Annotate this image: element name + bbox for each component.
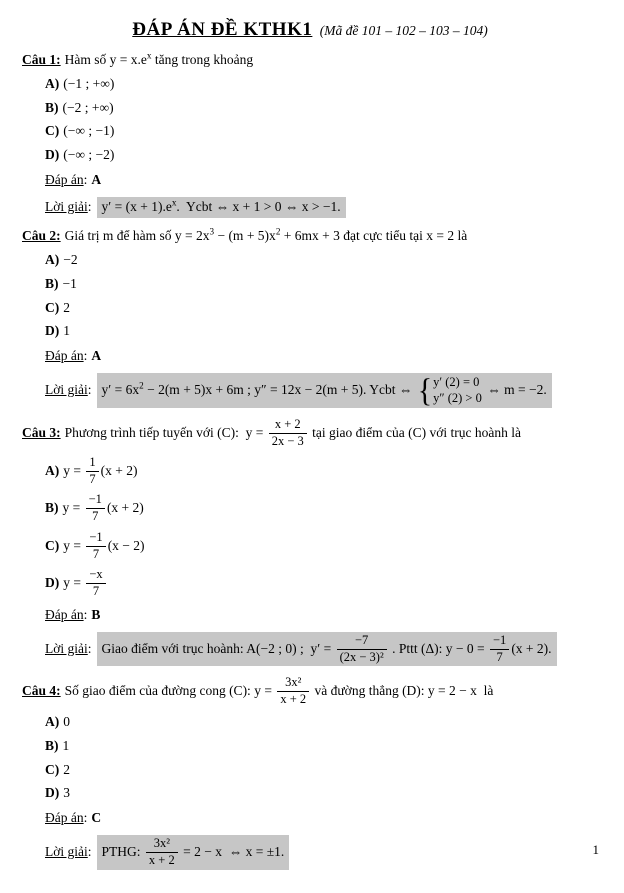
- option-key: A): [45, 251, 60, 267]
- fraction-numerator: x + 2: [269, 418, 307, 434]
- colon: :: [83, 348, 88, 364]
- superscript: x: [171, 197, 177, 208]
- text-segment: + 6mx + 3 đạt cực tiểu tại x = 2 là: [280, 227, 468, 243]
- option-key: A): [45, 713, 60, 729]
- fraction: [269, 418, 307, 449]
- question-1-text: [65, 52, 253, 67]
- option-key: A): [45, 75, 60, 91]
- question-3: [22, 418, 598, 666]
- solution-label: Lời giải:: [45, 640, 92, 656]
- question-4-label: Câu 4:: [22, 683, 61, 699]
- solution-text: . Pttt (Δ): y − 0 =: [388, 640, 488, 656]
- colon: :: [87, 382, 92, 398]
- option-key: D): [45, 785, 60, 801]
- question-4-option-d: [45, 785, 598, 802]
- option-value: (−1 ; +∞): [63, 75, 115, 91]
- left-brace: {: [417, 372, 433, 409]
- answer-label: Đáp án: [45, 810, 84, 826]
- option-key: C): [45, 761, 60, 777]
- solution-content: [97, 373, 552, 408]
- question-1-solution-line: [45, 197, 598, 218]
- option-key: C): [45, 537, 60, 553]
- fraction-numerator: −1: [86, 531, 105, 547]
- fraction-numerator: −1: [490, 634, 509, 650]
- option-value: (−2 ; +∞): [62, 99, 114, 115]
- option-value: (x + 2): [100, 462, 138, 478]
- page-number: 1: [592, 842, 599, 857]
- option-value: y =: [63, 462, 85, 478]
- solution-text: $y' = (x + 1).e^x$. Ycbt ⇔ x + 1 > 0 ⇔ x > −1.: [101, 197, 341, 214]
- document-header: [22, 18, 598, 42]
- solution-label: Lời giải:: [45, 382, 92, 398]
- fraction-denominator: (2x − 3)²: [339, 649, 384, 664]
- question-2-header: [22, 228, 598, 245]
- option-value: y =: [63, 575, 85, 591]
- option-value: y =: [62, 500, 84, 516]
- question-3-text: tại giao điểm của (C) với trục hoành là: [308, 425, 521, 441]
- solution-label: Lời giải:: [45, 199, 92, 214]
- question-1-option-c: [45, 123, 598, 140]
- fraction-denominator: 7: [92, 584, 100, 599]
- fraction: [277, 676, 309, 707]
- colon: :: [87, 640, 92, 656]
- solution-text: Giao điểm với trục hoành: A(−2 ; 0) ; y′ =: [101, 640, 335, 656]
- text-segment: Hàm số y = x.e: [64, 51, 147, 67]
- question-4-text: Số giao điểm của đường cong (C): y =: [64, 683, 276, 699]
- colon: :: [87, 843, 92, 859]
- answer-label: Đáp án: [45, 606, 84, 622]
- question-1-body: [22, 76, 598, 218]
- fraction-denominator: x + 2: [148, 852, 175, 867]
- question-4-header: [22, 676, 598, 707]
- option-value: 1: [63, 323, 70, 339]
- question-2-option-d: [45, 323, 598, 340]
- question-4-option-a: [45, 714, 598, 731]
- question-3-option-d: [45, 568, 598, 599]
- question-3-option-c: [45, 531, 598, 562]
- question-2-label: Câu 2:: [22, 227, 61, 243]
- fraction: [86, 531, 105, 562]
- question-4: [22, 676, 598, 869]
- fraction-denominator: x + 2: [280, 692, 307, 706]
- question-1-option-a: [45, 76, 598, 93]
- solution-text: = 2 − x ⇔ x = ±1.: [179, 843, 285, 859]
- system-rows: [433, 375, 482, 406]
- fraction: [86, 568, 105, 599]
- option-key: C): [45, 123, 60, 139]
- option-value: y =: [63, 537, 85, 553]
- answer-value: C: [91, 810, 102, 826]
- question-1-option-b: [45, 100, 598, 117]
- question-2-option-a: [45, 252, 598, 269]
- option-value: 1: [62, 737, 70, 753]
- colon: :: [87, 199, 92, 214]
- question-4-answer-line: [45, 810, 598, 827]
- fraction-denominator: 7: [92, 509, 99, 524]
- solution-content: [97, 197, 346, 218]
- solution-text: ⇔ m = −2.: [483, 382, 547, 398]
- fraction-numerator: −1: [86, 493, 105, 509]
- question-1-answer-line: [45, 172, 598, 189]
- question-2-answer-line: [45, 348, 598, 365]
- superscript: x: [146, 50, 152, 61]
- option-value: (−∞ ; −2): [63, 147, 115, 163]
- question-3-text: Phương trình tiếp tuyến với (C): y =: [64, 425, 267, 441]
- doc-title: ĐÁP ÁN ĐỀ KTHK1: [132, 19, 313, 40]
- option-key: B): [45, 737, 59, 753]
- superscript: 3: [209, 226, 215, 237]
- option-key: D): [45, 147, 60, 163]
- question-4-body: [22, 714, 598, 870]
- option-key: D): [45, 575, 60, 591]
- solution-label: Lời giải:: [45, 843, 92, 859]
- text-segment: Giá trị m để hàm số y = 2x: [64, 227, 210, 243]
- question-3-label: Câu 3:: [22, 425, 61, 441]
- option-value: (x + 2): [106, 500, 144, 516]
- question-2: [22, 228, 598, 409]
- option-key: B): [45, 500, 59, 516]
- superscript: 2: [275, 226, 281, 237]
- question-1-header: [22, 52, 598, 69]
- question-2-text: [65, 228, 468, 243]
- question-2-solution-line: [45, 373, 598, 408]
- colon: :: [83, 606, 88, 622]
- text-segment: tăng trong khoảng: [151, 51, 254, 67]
- system-row-bottom: y″ (2) > 0: [433, 390, 482, 405]
- option-key: D): [45, 323, 60, 339]
- option-value: −2: [63, 251, 78, 267]
- answer-value: A: [91, 172, 102, 188]
- question-2-option-b: [45, 276, 598, 293]
- equation-system: [417, 372, 482, 409]
- answer-value: A: [91, 348, 102, 364]
- option-value: 3: [63, 785, 70, 801]
- solution-text: $y' = 6x^2 - 2(m + 5)x + 6m$ ; y″ = 12x − 2(m + 5). Ycbt ⇔: [101, 380, 416, 398]
- question-1-option-d: [45, 147, 598, 164]
- question-4-option-c: [45, 762, 598, 779]
- fraction-numerator: 3x²: [277, 676, 309, 692]
- question-4-option-b: [45, 738, 598, 755]
- question-3-answer-line: [45, 607, 598, 624]
- fraction-denominator: 7: [496, 649, 503, 664]
- fraction: [337, 634, 387, 665]
- option-value: −1: [62, 275, 77, 291]
- system-row-top: y′ (2) = 0: [433, 375, 480, 390]
- question-1-label: Câu 1:: [22, 51, 61, 67]
- option-value: 2: [63, 761, 70, 777]
- solution-text: PTHG:: [101, 843, 144, 859]
- fraction-numerator: −7: [337, 634, 387, 650]
- question-3-option-b: [45, 493, 598, 524]
- superscript: 2: [139, 380, 144, 391]
- option-value: (−∞ ; −1): [63, 123, 115, 139]
- fraction-denominator: 7: [92, 546, 100, 561]
- option-value: 2: [63, 299, 70, 315]
- fraction: [86, 456, 98, 487]
- option-key: C): [45, 299, 60, 315]
- question-3-option-a: [45, 456, 598, 487]
- fraction-numerator: 3x²: [146, 837, 178, 853]
- option-key: B): [45, 275, 59, 291]
- fraction-denominator: 7: [89, 471, 96, 486]
- solution-text: (x + 2).: [511, 640, 552, 656]
- option-key: B): [45, 99, 59, 115]
- fraction: [490, 634, 509, 665]
- solution-content: [97, 835, 290, 870]
- answer-label: Đáp án: [45, 172, 84, 188]
- answer-value: B: [91, 606, 101, 622]
- question-3-body: [22, 456, 598, 666]
- fraction: [86, 493, 105, 524]
- fraction-numerator: −x: [86, 568, 105, 584]
- solution-content: [97, 632, 557, 667]
- colon: :: [83, 172, 88, 188]
- question-3-header: [22, 418, 598, 449]
- doc-subtitle: (Mã đề 101 – 102 – 103 – 104): [319, 23, 488, 38]
- question-4-solution-line: [45, 835, 598, 870]
- question-2-option-c: [45, 300, 598, 317]
- text-segment: − (m + 5)x: [214, 227, 276, 243]
- answer-label: Đáp án: [45, 348, 84, 364]
- option-value: (x − 2): [107, 537, 145, 553]
- colon: :: [83, 810, 88, 826]
- fraction: [146, 837, 178, 868]
- question-2-body: [22, 252, 598, 409]
- option-value: 0: [63, 713, 70, 729]
- question-3-solution-line: [45, 632, 598, 667]
- fraction-numerator: 1: [86, 456, 98, 472]
- fraction-denominator: 2x − 3: [271, 434, 304, 449]
- question-1: [22, 52, 598, 218]
- option-key: A): [45, 462, 60, 478]
- question-4-text: và đường thẳng (D): y = 2 − x là: [311, 683, 494, 699]
